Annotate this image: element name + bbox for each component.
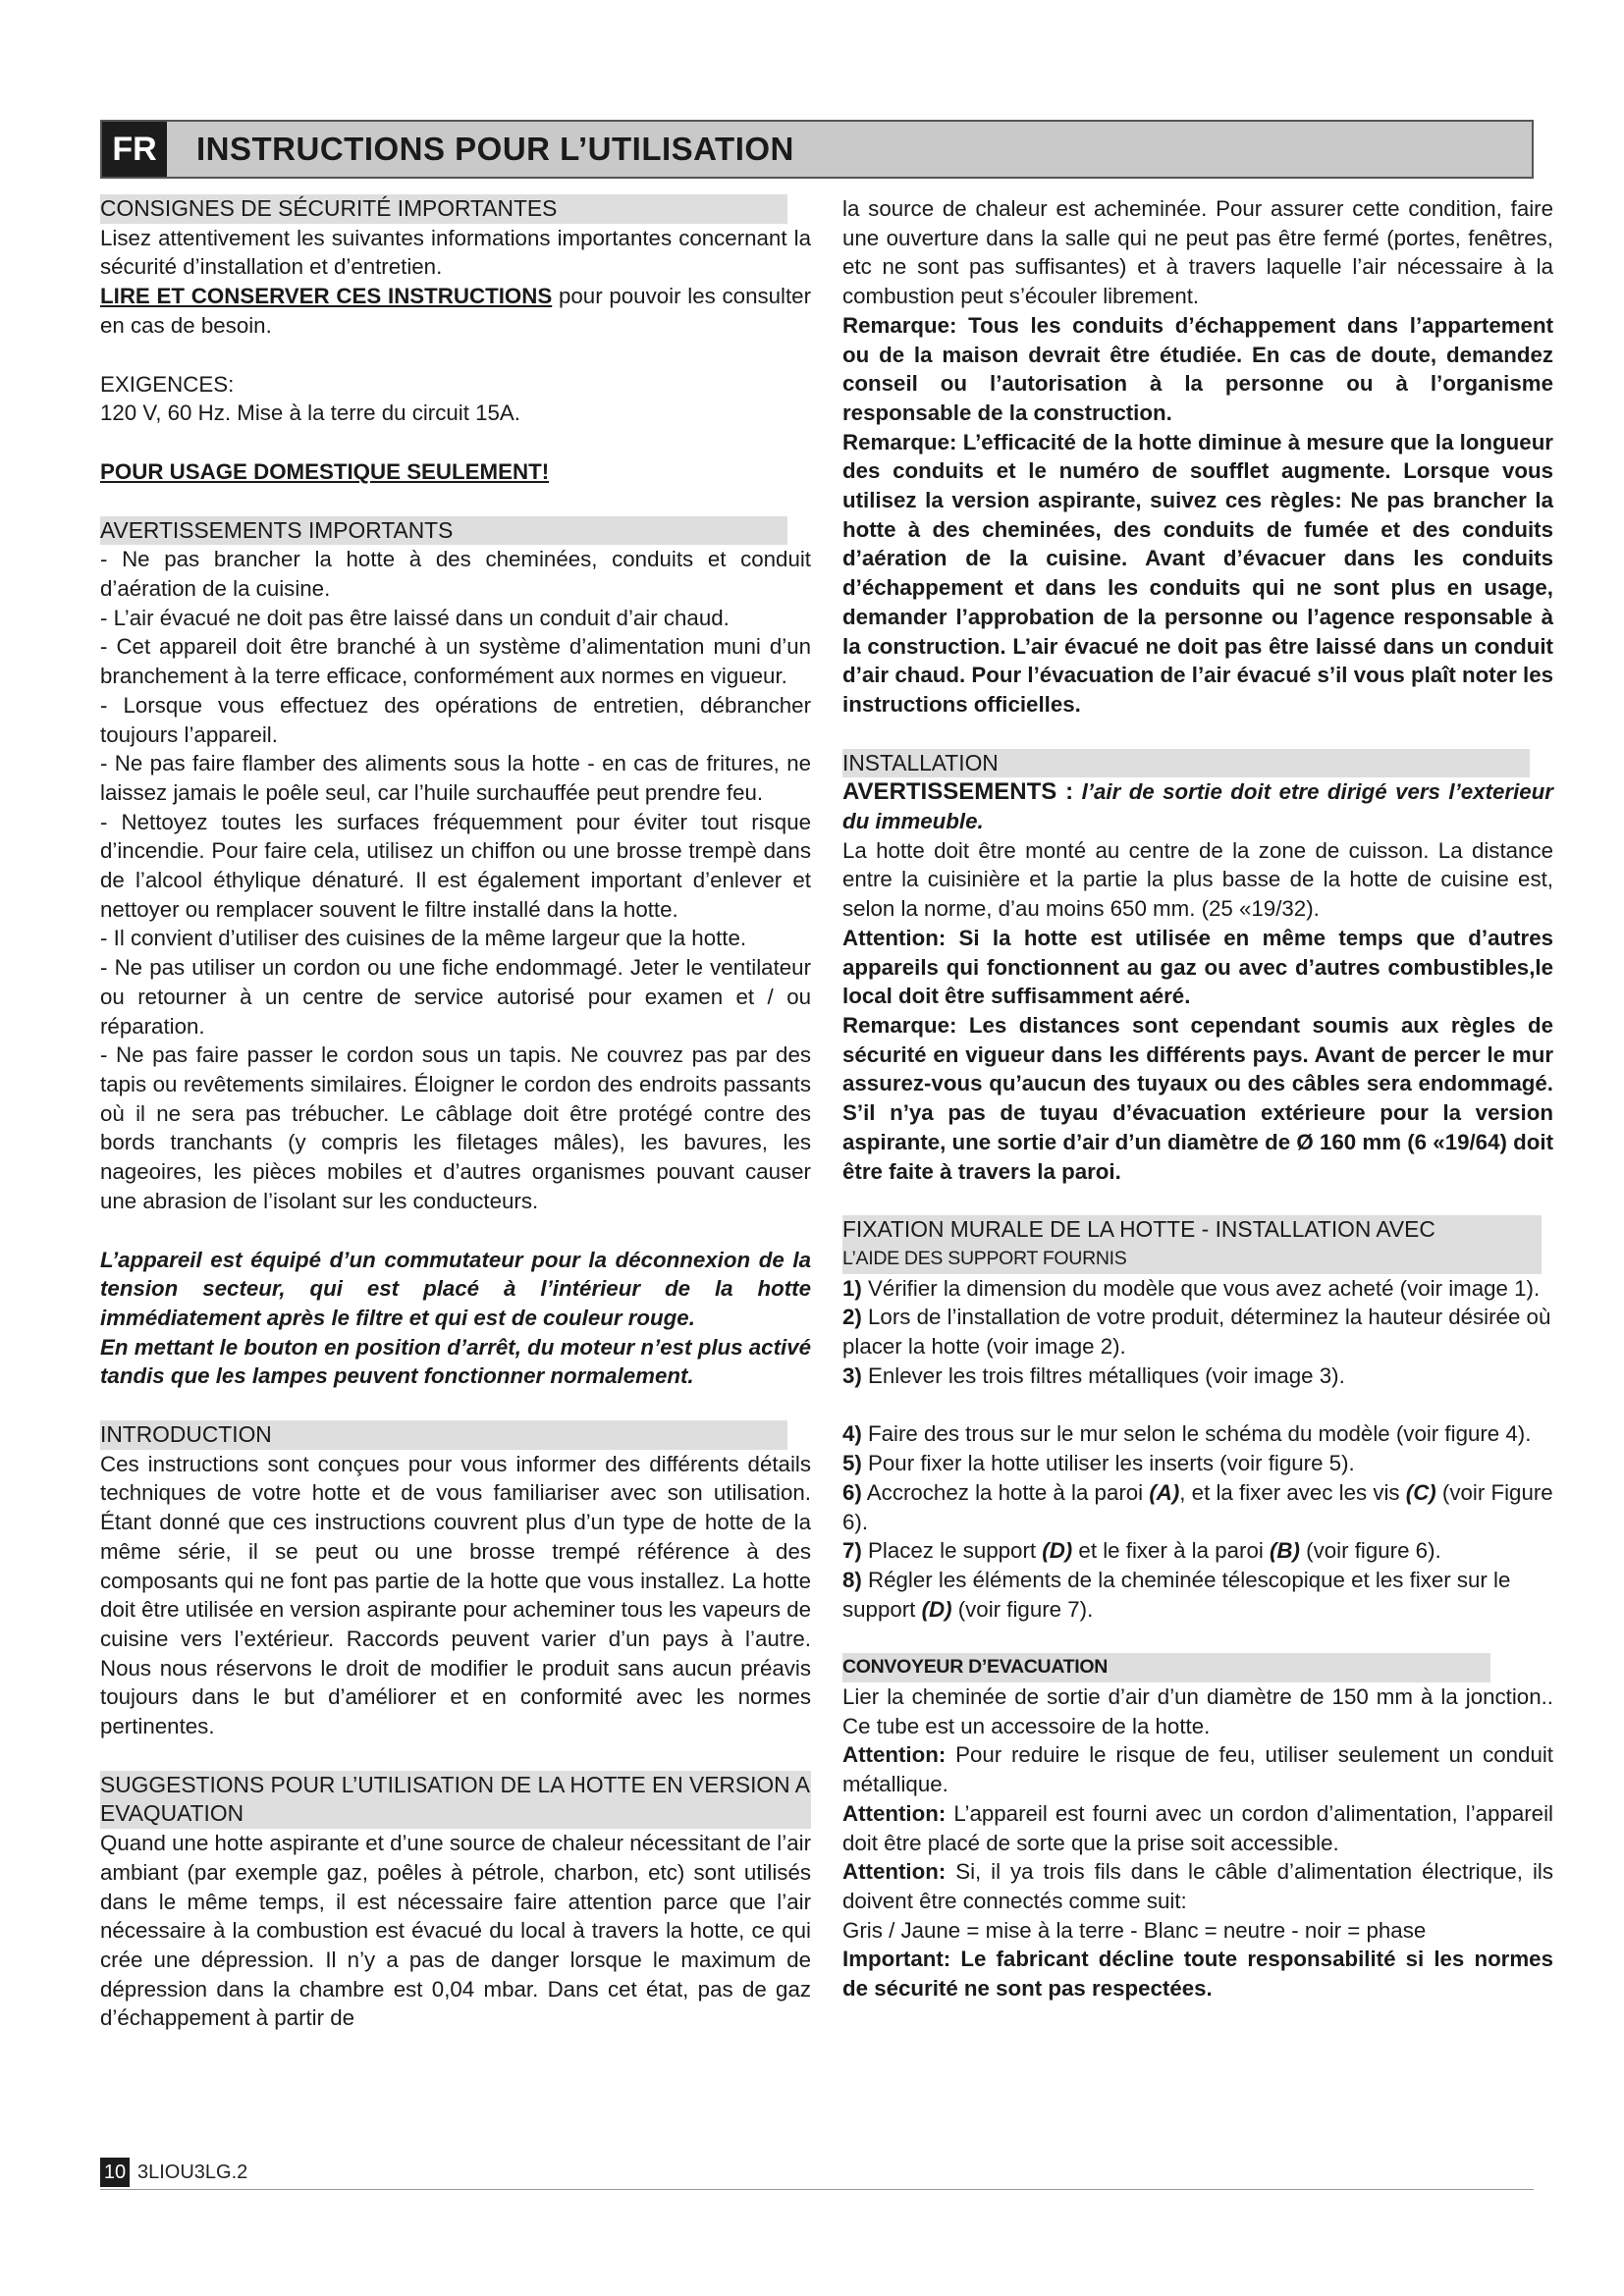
step-text: (voir figure 7). (951, 1596, 1094, 1622)
page-title: INSTRUCTIONS POUR L’UTILISATION (196, 131, 794, 167)
requirements-text: 120 V, 60 Hz. Mise à la terre du circuit 15A. (100, 400, 520, 426)
wall-mounting-title-line1: FIXATION MURALE DE LA HOTTE - INSTALLATION AVEC (842, 1216, 1435, 1243)
attention-metal-duct (842, 1740, 1553, 1798)
section-title-wall-mounting (842, 1215, 1542, 1273)
right-column (842, 194, 1553, 2003)
warning-item: - Nettoyez toutes les surfaces fréquemment pour éviter tout risque d’incendie. Pour faire cela, utilisez un chiffon ou une brosse trempè dans de l’alcool éthylique dénaturé. Il est également important d’enlever et nettoyer ou remplacer souvent le filtre installé dans la hotte. (100, 809, 811, 922)
step-text: (voir Figure 6). (842, 1479, 1553, 1534)
wiring-colors: Gris / Jaune = mise à la terre - Blanc = neutre - noir = phase (842, 1917, 1427, 1943)
step-text: , et la fixer avec les vis (1179, 1479, 1406, 1505)
step-text: Faire des trous sur le mur selon le schéma du modèle (voir figure 4). (861, 1421, 1532, 1447)
mount-step (842, 1536, 1553, 1566)
warning-item: - Ne pas brancher la hotte à des cheminées, conduits et conduit d’aération de la cuisine. (100, 547, 811, 602)
step-number: 1) (842, 1275, 862, 1301)
keep-instructions-rest: pour pouvoir les consulter en cas de besoin. (100, 284, 812, 338)
warning-item: - Ne pas faire flamber des aliments sous la hotte - en cas de fritures, ne laissez jamais le poêle seul, car l’huile surchauffée peut prendre feu. (100, 751, 811, 805)
mount-step (842, 1362, 1553, 1391)
step-text: Lors de l’installation de votre produit, déterminez la hauteur désirée où placer la hotte (voir image 2). (842, 1305, 1551, 1360)
switch-off-note: En mettant le bouton en position d’arrêt, du moteur n’est plus activé tandis que les lampes peuvent fonctionner normalement. (100, 1334, 811, 1389)
suggestions-text: Quand une hotte aspirante et d’une source de chaleur nécessitant de l’air ambiant (par exemple gaz, poêles à pétrole, charbon, etc) sont utilisés dans le même temps, il est nécessaire faire attention parce que l’air nécessaire à la combustion est évacué du local à travers la hotte, ce qui crée une dépression. Il n’y a pas de danger lorsque le maximum de dépression dans la chambre est 0,04 mbar. Dans cet état, pas de gaz d’échappement à partir de (100, 1831, 811, 2031)
domestic-use-notice: POUR USAGE DOMESTIQUE SEULEMENT! (100, 458, 550, 484)
step-number: 4) (842, 1421, 862, 1447)
footer-divider (100, 2189, 1534, 2190)
section-title-warnings: AVERTISSEMENTS IMPORTANTS (100, 516, 787, 546)
installation-position: La hotte doit être monté au centre de la zone de cuisson. La distance entre la cuisinière et la partie la plus basse de la hotte de cuisine est, selon la norme, d’au moins 650 mm. (25 «19/32). (842, 837, 1553, 922)
language-badge: FR (102, 122, 167, 177)
step-number: 6) (842, 1479, 862, 1505)
mount-step (842, 1449, 1553, 1478)
model-code: 3LIOU3LG.2 (137, 2162, 248, 2183)
step-text: Accrochez la hotte à la paroi (861, 1479, 1150, 1505)
page-number: 10 (100, 2158, 130, 2187)
installation-remark: Remarque: Les distances sont cependant soumis aux règles de sécurité en vigueur dans les différents pays. Avant de percer le mur assurez-vous qu’aucun des tuyaux ou des câbles sera endommagé. S’il n’ya pas de tuyau d’évacuation extérieure pour la version aspirante, une sortie d’air d’un diamètre de Ø 160 mm (6 «19/64) doit être faite à travers la paroi. (842, 1012, 1553, 1184)
part-ref: (C) (1405, 1479, 1436, 1505)
mount-step (842, 1566, 1553, 1624)
section-title-safety: CONSIGNES DE SÉCURITÉ IMPORTANTES (100, 194, 787, 224)
attention-label: Attention: (842, 1742, 947, 1768)
part-ref: (D) (1042, 1538, 1073, 1564)
attention-label: Attention: (842, 1859, 947, 1885)
suggestions-continued: la source de chaleur est acheminée. Pour assurer cette condition, faire une ouverture dans la salle qui ne peut pas être fermé (portes, fenêtres, etc ne sont pas suffisantes) et à travers laquelle l’air nécessaire à la combustion peut s’écouler librement. (842, 196, 1553, 309)
attention-wiring (842, 1857, 1553, 1915)
step-number: 3) (842, 1362, 862, 1388)
installation-attention: Attention: Si la hotte est utilisée en même temps que d’autres appareils qui fonctionnent au gaz ou avec d’autres combustibles,le local doit être suffisamment aéré. (842, 925, 1553, 1009)
safety-keep-instructions (100, 282, 811, 340)
part-ref: (B) (1270, 1538, 1300, 1564)
remark-ducts: Remarque: Tous les conduits d’échappement dans l’appartement ou de la maison devrait être étudiée. En cas de doute, demandez conseil ou l’autorisation à la personne ou à l’organisme responsable de la construction. (842, 312, 1553, 425)
warning-item: - L’air évacué ne doit pas être laissé dans un conduit d’air chaud. (100, 605, 730, 630)
step-text: et le fixer à la paroi (1072, 1538, 1270, 1564)
step-text: Pour fixer la hotte utiliser les inserts (voir figure 5). (861, 1451, 1355, 1476)
section-title-suggestions: SUGGESTIONS POUR L’UTILISATION DE LA HOTTE EN VERSION A EVAQUATION (100, 1771, 811, 1829)
attention-text: Si, il ya trois fils dans le câble d’alimentation électrique, ils doivent être connectés comme suit: (842, 1859, 1553, 1913)
warning-item: - Ne pas utiliser un cordon ou une fiche endommagé. Jeter le ventilateur ou retourner à un centre de service autorisé pour examen et / ou réparation. (100, 955, 811, 1039)
warning-item: - Lorsque vous effectuez des opérations de entretien, débrancher toujours l’appareil. (100, 692, 811, 747)
mount-step (842, 1478, 1553, 1536)
installation-warning-text: l’air de sortie doit etre dirigé vers l’exterieur du immeuble. (842, 779, 1553, 834)
warning-item: - Cet appareil doit être branché à un système d’alimentation muni d’un branchement à la terre efficace, conformément aux normes en vigueur. (100, 634, 811, 689)
left-column (100, 194, 811, 2033)
exhaust-text: Lier la cheminée de sortie d’air d’un diamètre de 150 mm à la jonction.. Ce tube est un accessoire de la hotte. (842, 1684, 1553, 1738)
introduction-text: Ces instructions sont conçues pour vous informer des différents détails techniques de votre hotte et de vous familiariser avec son utilisation. Étant donné que ces instructions couvrent plus d’un type de hotte de la même série, il se peut ou une brosse trempé référence à des composants qui ne font pas partie de la hotte que vous installez. La hotte doit être utilisée en version aspirante pour acheminer tous les vapeurs de cuisine vers l’extérieur. Raccords peuvent varier d’un pays à l’autre. Nous nous réservons le droit de modifier le produit sans aucun préavis toujours dans le but d’améliorer et en conformité avec les normes pertinentes. (100, 1451, 811, 1739)
mount-step (842, 1419, 1553, 1449)
attention-text: L’appareil est fourni avec un cordon d’alimentation, l’appareil doit être placé de sorte que la prise soit accessible. (842, 1800, 1553, 1855)
step-number: 2) (842, 1305, 862, 1330)
page-header (100, 120, 1534, 179)
keep-instructions-emphasis: LIRE ET CONSERVER CES INSTRUCTIONS (100, 284, 553, 309)
step-number: 8) (842, 1567, 862, 1592)
section-title-installation: INSTALLATION (842, 749, 1530, 778)
section-title-exhaust: CONVOYEUR D’EVACUATION (842, 1653, 1490, 1682)
warning-item: - Ne pas faire passer le cordon sous un tapis. Ne couvrez pas par des tapis ou revêtements similaires. Éloigner le cordon des endroits passants où il ne sera pas trébucher. Le câblage doit être protégé contre des bords tranchants (y compris les filetages mâles), les bavures, les nageoires, les pièces mobiles et d’autres organismes pouvant causer une abrasion de l’isolant sur les conducteurs. (100, 1042, 811, 1213)
mount-step (842, 1274, 1553, 1304)
requirements-title: EXIGENCES: (100, 371, 235, 397)
manufacturer-disclaimer: Important: Le fabricant décline toute responsabilité si les normes de sécurité ne sont pas respectées. (842, 1947, 1553, 2002)
installation-warning-label: AVERTISSEMENTS : (842, 778, 1074, 806)
remark-efficiency: Remarque: L’efficacité de la hotte diminue à mesure que la longueur des conduits et le numéro de soufflet augmente. Lorsque vous utilisez la version aspirante, suivez ces règles: Ne pas brancher la hotte à des cheminées, des conduits de fumée et des conduits d’aération de la cuisine. Avant d’évacuer dans les conduits d’échappement et dans les conduits qui ne sont plus en usage, demander l’approbation de la personne ou l’agence responsable à la construction. L’air évacué ne doit pas être laissé dans un conduit d’air chaud. Pour l’évacuation de l’air évacué s’il vous plaît noter les instructions officielles. (842, 429, 1553, 717)
attention-label: Attention: (842, 1800, 947, 1826)
attention-text: Pour reduire le risque de feu, utiliser seulement un conduit métallique. (842, 1742, 1553, 1797)
step-text: Enlever les trois filtres métalliques (voir image 3). (861, 1362, 1345, 1388)
installation-warning (842, 777, 1553, 835)
section-title-introduction: INTRODUCTION (100, 1420, 787, 1450)
step-text: Régler les éléments de la cheminée télescopique et les fixer sur le support (842, 1567, 1511, 1622)
wall-mounting-title-line2: L’AIDE DES SUPPORT FOURNIS (842, 1247, 1127, 1269)
step-number: 5) (842, 1451, 862, 1476)
step-text: Vérifier la dimension du modèle que vous avez acheté (voir image 1). (861, 1275, 1541, 1301)
part-ref: (D) (921, 1596, 952, 1622)
attention-power-cord (842, 1799, 1553, 1857)
step-text: (voir figure 6). (1299, 1538, 1441, 1564)
part-ref: (A) (1149, 1479, 1180, 1505)
safety-intro: Lisez attentivement les suivantes informations importantes concernant la sécurité d’installation et d’entretien. (100, 225, 811, 280)
step-text: Placez le support (861, 1538, 1043, 1564)
switch-warning: L’appareil est équipé d’un commutateur pour la déconnexion de la tension secteur, qui est placé à l’intérieur de la hotte immédiatement après le filtre et qui est de couleur rouge. (100, 1247, 811, 1330)
mount-step (842, 1303, 1553, 1361)
page-footer (100, 2158, 1534, 2187)
warning-item: - Il convient d’utiliser des cuisines de la même largeur que la hotte. (100, 926, 747, 951)
step-number: 7) (842, 1538, 862, 1564)
